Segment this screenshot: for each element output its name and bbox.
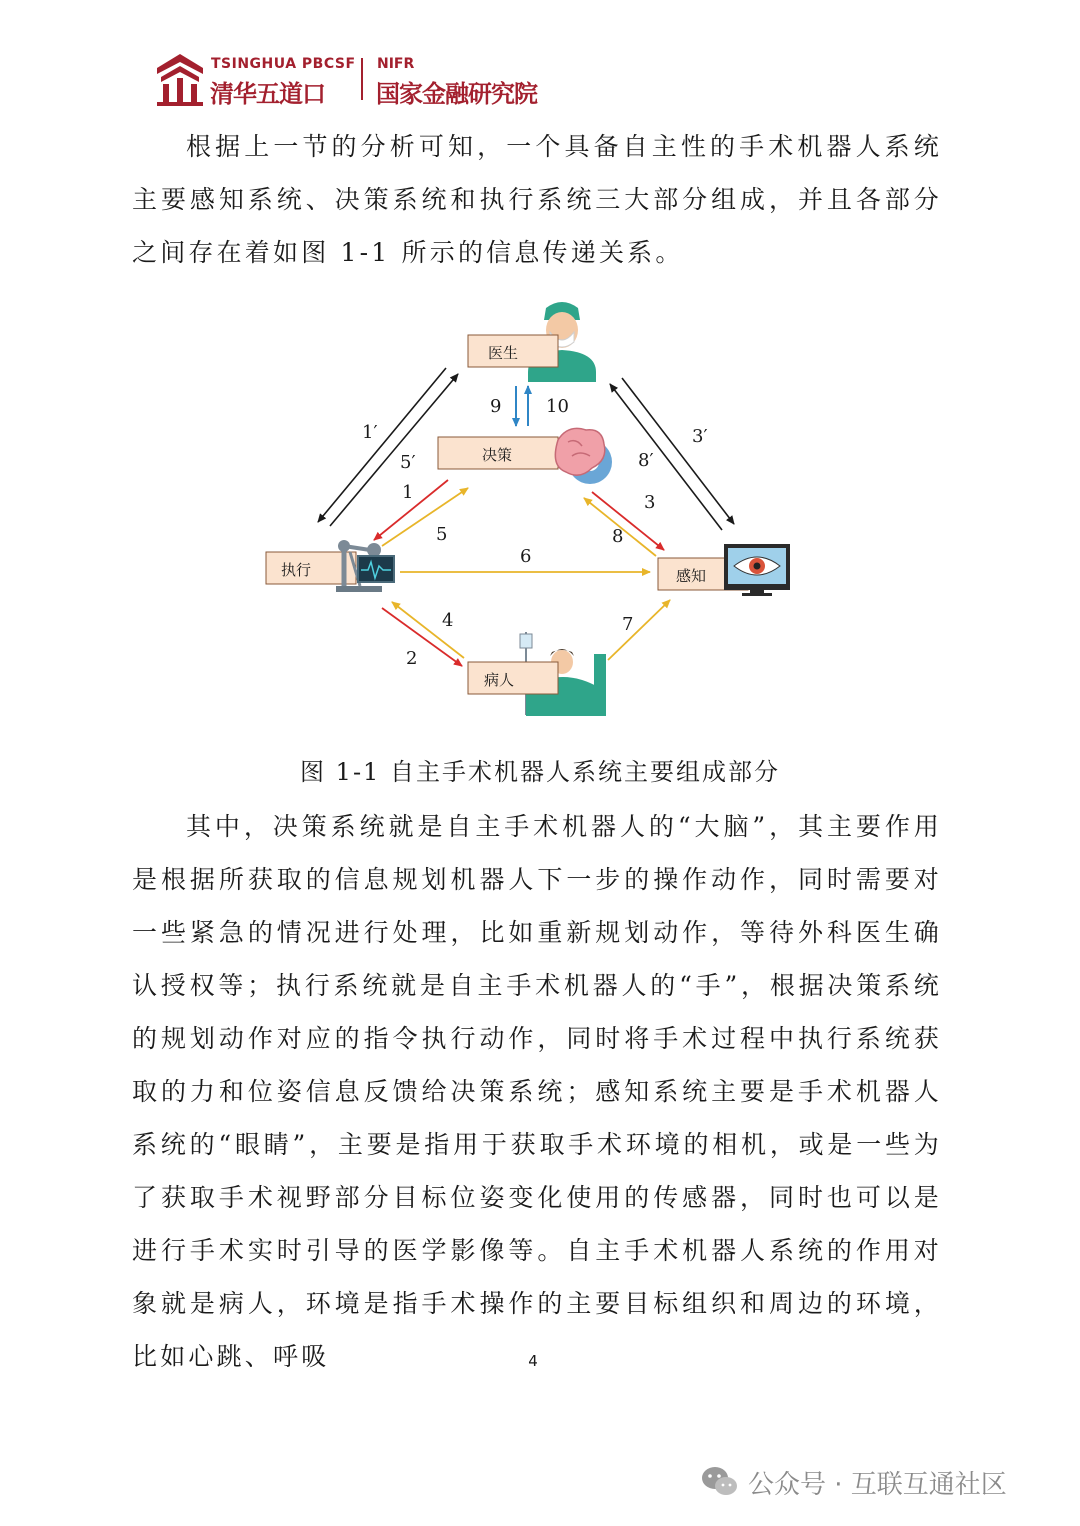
label-3p: 3′ [692, 426, 708, 447]
brand-chinese: 清华五道口 [210, 80, 325, 108]
node-execution-label: 执行 [281, 561, 312, 579]
label-2: 2 [406, 648, 418, 669]
label-10: 10 [546, 396, 569, 417]
label-8: 8 [612, 526, 624, 547]
header-divider [361, 58, 363, 100]
label-5: 5 [436, 524, 448, 545]
nifr-english: NIFR [377, 56, 415, 72]
label-5p: 5′ [400, 452, 416, 473]
header-logo [155, 52, 575, 108]
page-number: 4 [528, 1352, 538, 1370]
arrow-1p [318, 368, 446, 522]
node-perception-label: 感知 [676, 567, 707, 585]
brand-english: TSINGHUA PBCSF [211, 56, 356, 72]
wechat-icon [700, 1464, 740, 1500]
surgical-robot-icon [336, 540, 394, 592]
label-1p: 1′ [362, 422, 378, 443]
system-diagram [250, 290, 810, 720]
label-8p: 8′ [638, 450, 654, 471]
label-4: 4 [442, 610, 454, 631]
monitor-eye-icon [724, 544, 790, 596]
node-decision-label: 决策 [482, 446, 513, 464]
label-1: 1 [402, 482, 414, 503]
arrow-7 [608, 600, 670, 660]
node-patient-label: 病人 [484, 671, 515, 689]
nifr-chinese: 国家金融研究院 [376, 80, 537, 108]
wechat-watermark [700, 1460, 1060, 1506]
label-6: 6 [520, 546, 532, 567]
paragraph-body: 其中，决策系统就是自主手术机器人的“大脑”，其主要作用是根据所获取的信息规划机器人下一步的操作动作，同时需要对一些紧急的情况进行处理，比如重新规划动作，等待外科医生确认授权等；执行系统就是自主手术机器人的“手”，根据决策系统的规划动作对应的指令执行动作，同时将手术过程中执行系统获取的力和位姿信息反馈给决策系统；感知系统主要是手术机器人系统的“眼睛”，主要是指用于获取手术环境的相机，或是一些为了获取手术视野部分目标位姿变化使用的传感器，同时也可以是进行手术实时引导的医学影像等。自主手术机器人系统的作用对象就是病人，环境是指手术操作的主要目标组织和周边的环境，比如心跳、呼吸 [132, 812, 942, 1371]
figure-caption: 图 1-1 自主手术机器人系统主要组成部分 [300, 758, 780, 786]
label-9: 9 [490, 396, 502, 417]
tsinghua-logo-icon [155, 52, 205, 106]
diagram-svg [250, 290, 810, 720]
brain-gear-icon [555, 428, 612, 484]
node-doctor-label: 医生 [488, 344, 519, 362]
watermark-text: 公众号 · 互联互通社区 [748, 1470, 1007, 1500]
label-3: 3 [644, 492, 656, 513]
arrow-5 [382, 488, 468, 546]
label-7: 7 [622, 614, 634, 635]
arrow-8p [610, 384, 722, 530]
paragraph-intro: 根据上一节的分析可知，一个具备自主性的手术机器人系统主要感知系统、决策系统和执行系统三大部分组成，并且各部分之间存在着如图 1-1 所示的信息传递关系。 [132, 132, 942, 267]
